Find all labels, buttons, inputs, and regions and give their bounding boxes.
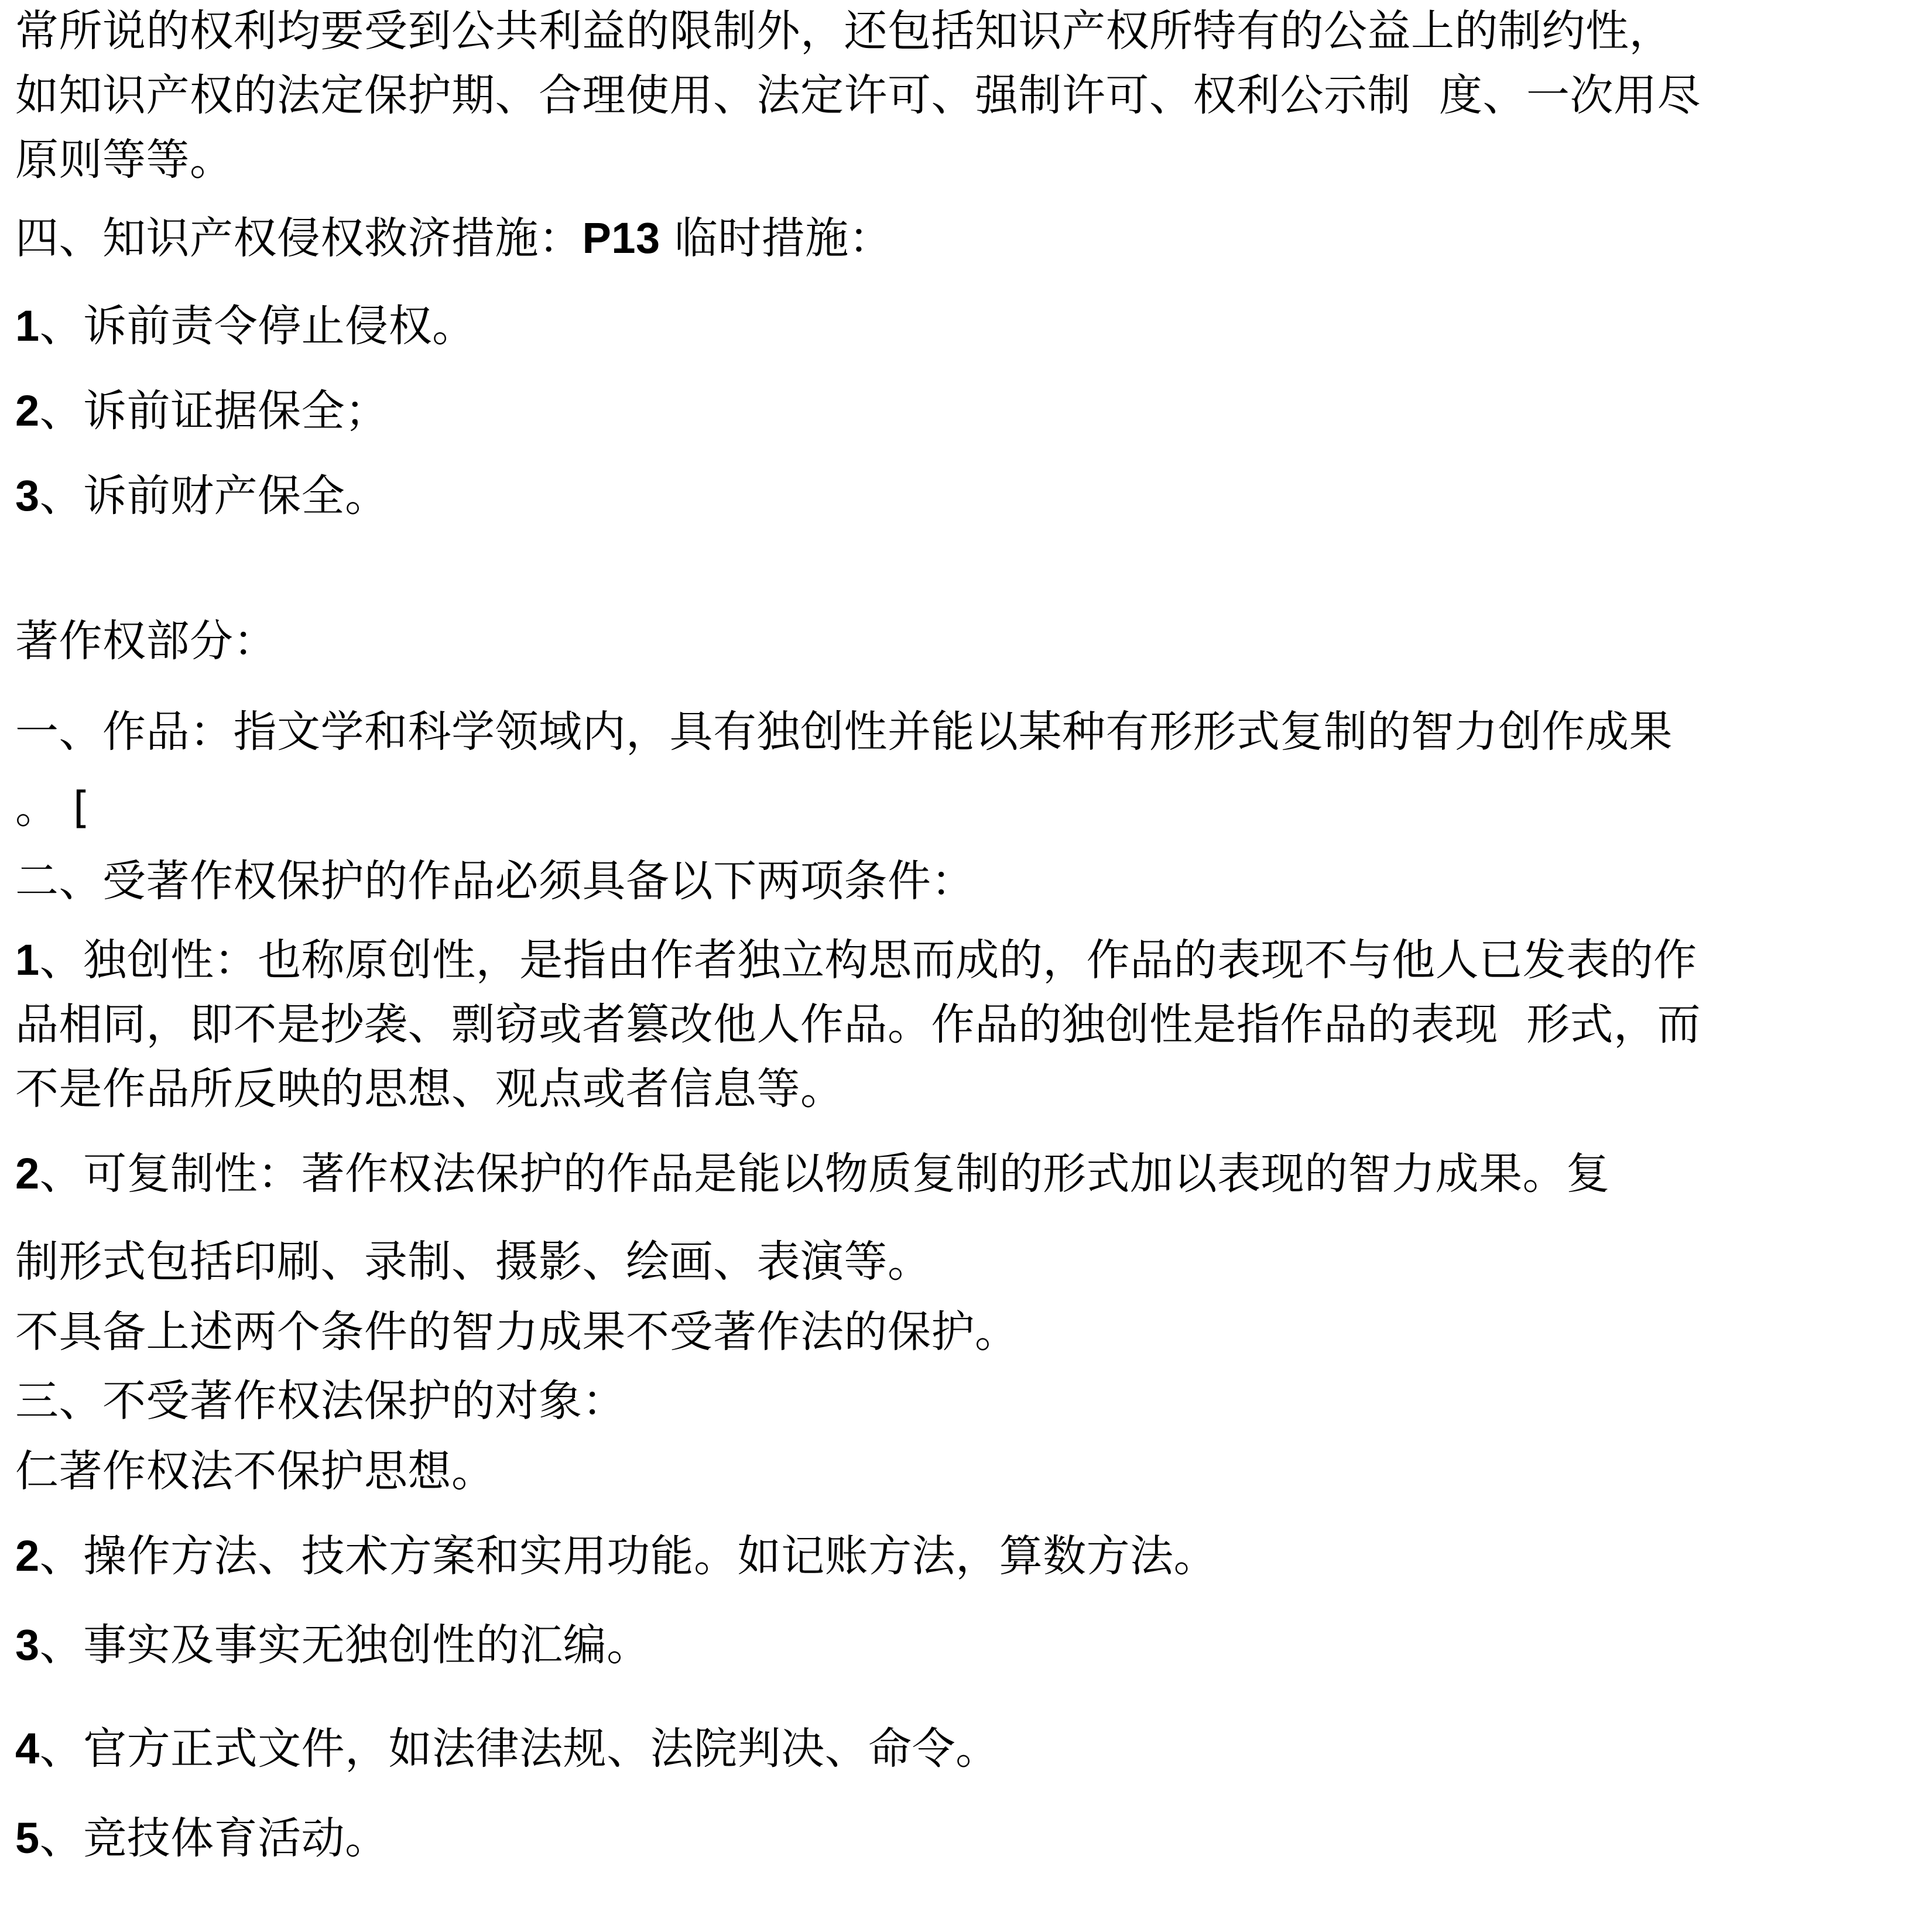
condition-reproducibility-line-1: [15, 1149, 1610, 1199]
excluded-item: [15, 1724, 999, 1774]
item-text: 、诉前责令停止侵权。: [39, 301, 476, 351]
remedies-heading-suffix: 临时措施：: [660, 213, 893, 263]
conditions-heading: 二、受著作权保护的作品必须具备以下两项条件：: [15, 856, 975, 906]
intro-line-2: 如知识产权的法定保护期、合理使用、法定许可、强制许可、权利公示制 度、一次用尽: [15, 70, 1701, 121]
item-text: 、诉前财产保全。: [39, 471, 389, 521]
work-definition-line-1: 一、作品：指文学和科学领域内，具有独创性并能以某种有形形式复制的智力创作成果: [15, 707, 1673, 757]
item-number: 5: [15, 1814, 40, 1862]
item-number: 2: [15, 386, 40, 435]
condition-originality-line-2: 品相同，即不是抄袭、剽窃或者篡改他人作品。作品的独创性是指作品的表现 形式，而: [15, 999, 1701, 1050]
excluded-item-first: 仁著作权法不保护思想。: [15, 1446, 495, 1496]
item-text: 、独创性：也称原创性，是指由作者独立构思而成的，作品的表现不与他人已发表的作: [39, 935, 1697, 985]
item-text: 、官方正式文件，如法律法规、法院判决、命令。: [39, 1724, 999, 1774]
excluded-item: [15, 1531, 1218, 1581]
work-definition-line-2: 。 [: [15, 783, 90, 833]
item-text: 、可复制性：著作权法保护的作品是能以物质复制的形式加以表现的智力成果。复: [39, 1149, 1610, 1199]
item-text: 、竞技体育活动。: [39, 1813, 389, 1864]
remedies-heading: [15, 213, 893, 263]
excluded-item: [15, 1813, 389, 1864]
item-text: 、事实及事实无独创性的汇编。: [39, 1620, 650, 1670]
item-number: 3: [15, 1621, 40, 1669]
item-number: 4: [15, 1724, 40, 1773]
section-title: 著作权部分：: [15, 616, 277, 666]
item-number: 2: [15, 1149, 40, 1198]
intro-line-3: 原则等等。: [15, 135, 234, 185]
page-reference: P13: [582, 214, 660, 262]
conditions-note: 不具备上述两个条件的智力成果不受著作法的保护。: [15, 1307, 1019, 1357]
intro-line-1: 常所说的权利均要受到公共利益的限制外，还包括知识产权所特有的公益上的制约性，: [15, 6, 1673, 56]
condition-originality-line-1: [15, 935, 1697, 985]
item-text: 、诉前证据保全；: [39, 386, 389, 436]
condition-reproducibility-line-2: 制形式包括印刷、录制、摄影、绘画、表演等。: [15, 1236, 931, 1287]
item-number: 1: [15, 936, 40, 984]
item-number: 1: [15, 302, 40, 350]
remedy-item: [15, 471, 389, 521]
remedies-heading-text: 四、知识产权侵权救济措施：: [15, 213, 583, 263]
item-text: 、操作方法、技术方案和实用功能。如记账方法，算数方法。: [39, 1531, 1218, 1581]
excluded-heading: 三、不受著作权法保护的对象：: [15, 1376, 626, 1426]
remedy-item: [15, 386, 389, 436]
item-number: 2: [15, 1532, 40, 1580]
excluded-item: [15, 1620, 650, 1670]
remedy-item: [15, 301, 476, 351]
item-number: 3: [15, 471, 40, 520]
condition-originality-line-3: 不是作品所反映的思想、观点或者信息等。: [15, 1064, 844, 1114]
